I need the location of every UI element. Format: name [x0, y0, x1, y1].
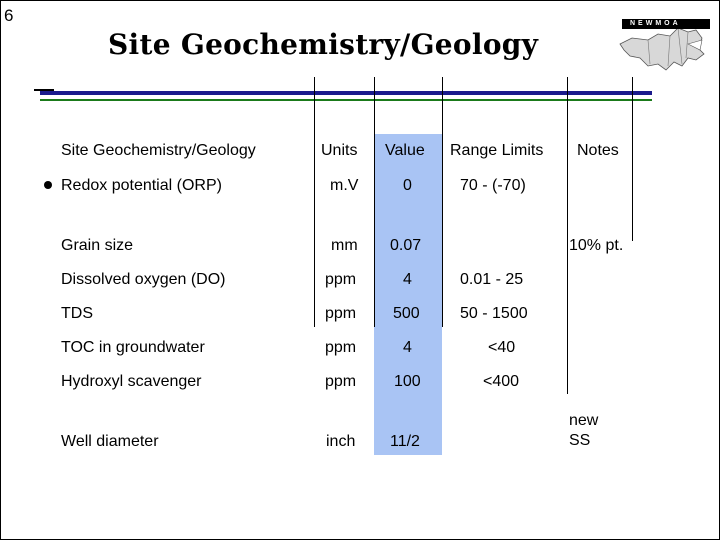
row-parameter: TDS	[61, 305, 93, 322]
row-units: inch	[326, 433, 356, 450]
row-units: ppm	[325, 271, 357, 288]
header-range-limits: Range Limits	[450, 142, 544, 159]
column-divider	[442, 77, 443, 327]
row-parameter: Well diameter	[61, 433, 159, 450]
column-divider	[374, 77, 375, 327]
row-units: mm	[331, 237, 358, 254]
row-parameter: Redox potential (ORP)	[61, 177, 222, 194]
row-value: 0.07	[390, 237, 422, 254]
header-parameter: Site Geochemistry/Geology	[61, 142, 256, 159]
row-notes-line1: new	[569, 412, 599, 429]
row-value: 100	[394, 373, 421, 390]
row-range: 50 - 1500	[460, 305, 528, 322]
column-divider	[314, 77, 315, 327]
row-parameter: Hydroxyl scavenger	[61, 373, 202, 390]
logo-text: NEWMOA	[630, 20, 681, 27]
row-units: ppm	[325, 305, 357, 322]
row-parameter: Grain size	[61, 237, 134, 254]
newmoa-logo	[618, 14, 710, 80]
row-value: 4	[403, 339, 412, 356]
row-range: 70 - (-70)	[460, 177, 526, 194]
row-notes: 10% pt.	[569, 237, 624, 254]
row-value: 0	[403, 177, 412, 194]
bullet-icon	[44, 181, 52, 189]
row-units: m.V	[330, 177, 359, 194]
row-range: <40	[488, 339, 516, 356]
row-units: ppm	[325, 339, 357, 356]
row-parameter: TOC in groundwater	[61, 339, 205, 356]
row-units: ppm	[325, 373, 357, 390]
row-value: 4	[403, 271, 412, 288]
slide-number: 6	[4, 6, 14, 25]
row-range: 0.01 - 25	[460, 271, 524, 288]
column-divider	[632, 77, 633, 241]
row-notes-line2: SS	[569, 432, 591, 449]
column-divider	[567, 77, 568, 394]
slide-title: Site Geochemistry/Geology	[108, 28, 539, 61]
header-notes: Notes	[577, 142, 619, 159]
header-value: Value	[385, 142, 425, 159]
row-value: 11/2	[390, 433, 420, 450]
row-value: 500	[393, 305, 420, 322]
header-units: Units	[321, 142, 358, 159]
row-parameter: Dissolved oxygen (DO)	[61, 271, 226, 288]
row-range: <400	[483, 373, 520, 390]
title-rule-green	[40, 99, 652, 101]
title-rule-blue	[40, 91, 652, 95]
